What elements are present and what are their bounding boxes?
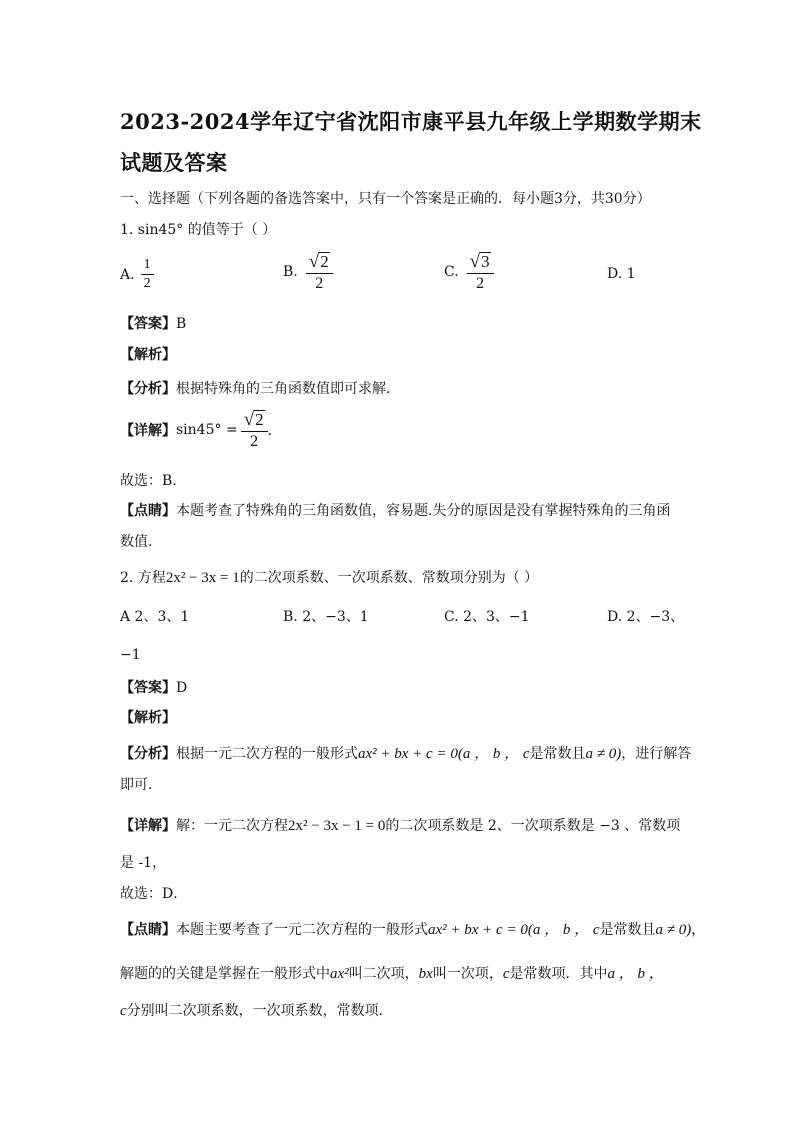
q2-xiangjie-line-1: 【详解】解：一元二次方程2x² − 3x − 1 = 0的二次项系数是 2、一次项系数是 −3 、常数项 <box>120 818 681 834</box>
q2-dianjing-line-3: c分别叫二次项系数，一次项系数，常数项． <box>120 1003 393 1019</box>
q1-option-a-fraction <box>141 258 154 291</box>
q1-option-b-label: B. <box>283 264 298 280</box>
q2-option-c: C. 2、3、−1 <box>444 609 530 625</box>
q1-jiexi-heading: 【解析】 <box>120 347 176 363</box>
q1-option-c-fraction <box>467 252 494 292</box>
q2-option-d-continued: −1 <box>120 647 141 663</box>
q1-option-b-fraction <box>306 252 333 292</box>
sqrt-symbol: √ 2 <box>243 409 264 430</box>
q2-stem: 2. 方程2x² − 3x = 1的二次项系数、一次项系数、常数项分别为（ ） <box>120 570 539 586</box>
q1-option-c <box>444 252 494 292</box>
title-line-2: 试题及答案 <box>120 150 228 175</box>
q2-jiexi-heading: 【解析】 <box>120 710 176 726</box>
q1-dianjing-line-1: 【点睛】本题考查了特殊角的三角函数值，容易题.失分的原因是没有掌握特殊角的三角函 <box>120 503 671 519</box>
section-heading: 一、选择题（下列各题的备选答案中，只有一个答案是正确的．每小题3分，共30分） <box>120 191 651 207</box>
q1-xiangjie: 【详解】 sin45° = √ 2 2 ． <box>120 409 282 450</box>
q1-option-a <box>120 258 154 291</box>
q2-conclusion: 故选：D． <box>120 886 188 902</box>
q2-answer-value: D <box>176 680 188 696</box>
q2-option-a: A 2、3、1 <box>120 609 190 625</box>
q1-answer: 【答案】B <box>120 316 187 332</box>
q2-option-b: B. 2、−3、1 <box>283 609 369 625</box>
q2-option-d: D. 2、−3、 <box>607 609 685 625</box>
sqrt-symbol: √ 2 <box>308 251 329 272</box>
fraction-denominator: 2 <box>315 275 324 292</box>
fraction-numerator: 1 <box>141 258 154 275</box>
q1-answer-value: B <box>176 316 187 332</box>
q1-fenxi: 【分析】根据特殊角的三角函数值即可求解． <box>120 381 400 397</box>
q1-xiangjie-fraction <box>241 410 268 450</box>
q1-option-a-label: A. <box>120 266 135 283</box>
q2-dianjing-line-1: 【点睛】本题主要考查了一元二次方程的一般形式ax² + bx + c = 0(a ， b ， c是常数且a ≠ 0)， <box>120 922 706 938</box>
q1-option-d: D. 1 <box>607 266 636 282</box>
fraction-denominator: 2 <box>250 433 259 450</box>
fraction-denominator: 2 <box>143 276 151 291</box>
q1-option-b <box>283 252 333 292</box>
q1-option-c-label: C. <box>444 264 459 280</box>
q2-xiangjie-line-2: 是 -1， <box>120 855 167 871</box>
q1-conclusion: 故选：B． <box>120 473 187 489</box>
q1-stem: 1. sin45° 的值等于（ ） <box>120 222 277 238</box>
q2-dianjing-line-2: 解题的的关键是掌握在一般形式中ax²叫二次项，bx叫一次项，c是常数项．其中a ， b ， <box>120 966 664 982</box>
fraction-denominator: 2 <box>476 275 485 292</box>
title-line-1: 2023-2024学年辽宁省沈阳市康平县九年级上学期数学期末 <box>120 109 702 134</box>
q1-dianjing-line-2: 数值. <box>120 534 153 550</box>
q2-fenxi-line-2: 即可． <box>120 777 162 793</box>
q2-answer: 【答案】D <box>120 680 188 696</box>
q2-fenxi-line-1: 【分析】根据一元二次方程的一般形式ax² + bx + c = 0(a ， b ， c是常数且a ≠ 0)，进行解答 <box>120 746 692 762</box>
sqrt-symbol: √ 3 <box>469 251 490 272</box>
q2-equation: 2x² − 3x = 1 <box>165 570 240 586</box>
